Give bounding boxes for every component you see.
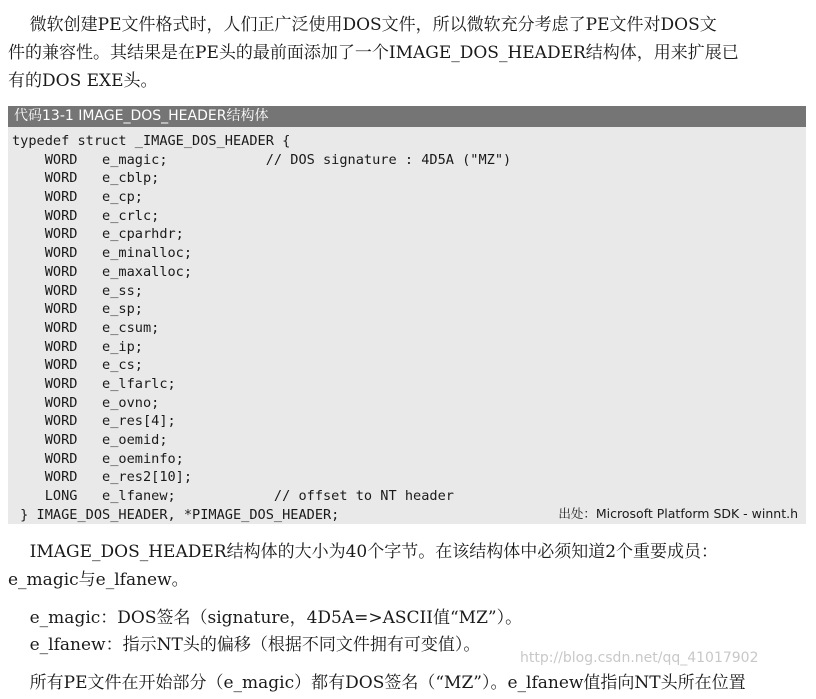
size-line-2: e_magic与e_lfanew。 <box>8 570 189 590</box>
code-line: WORD e_oeminfo; <box>12 450 184 467</box>
code-line: WORD e_cs; <box>12 357 143 374</box>
magic-description: e_magic：DOS签名（signature，4D5A=>ASCII值“MZ”）。 <box>8 608 523 628</box>
code-line: WORD e_magic; // DOS signature : 4D5A ("MZ") <box>12 151 512 168</box>
code-listing-title: 代码13-1 IMAGE_DOS_HEADER结构体 <box>8 106 806 127</box>
watermark-url: http://blog.csdn.net/qq_41017902 <box>520 650 759 666</box>
size-line-1: IMAGE_DOS_HEADER结构体的大小为40个字节。在该结构体中必须知道2个重要成员： <box>8 542 719 562</box>
intro-line-3: 有的DOS EXE头。 <box>8 71 158 91</box>
code-line: WORD e_cblp; <box>12 170 160 187</box>
code-line: WORD e_oemid; <box>12 432 168 448</box>
code-line: WORD e_ss; <box>12 282 143 299</box>
code-line: WORD e_ovno; <box>12 394 160 411</box>
code-line: WORD e_res2[10]; <box>12 469 193 486</box>
code-line: WORD e_ip; <box>12 338 143 355</box>
code-line: } IMAGE_DOS_HEADER, *PIMAGE_DOS_HEADER; <box>12 506 340 523</box>
code-line: LONG e_lfanew; // offset to NT header <box>12 488 454 505</box>
code-listing <box>8 106 806 524</box>
code-line: WORD e_lfarlc; <box>12 375 176 392</box>
code-line: typedef struct _IMAGE_DOS_HEADER { <box>12 133 291 149</box>
code-line: WORD e_cparhdr; <box>12 226 184 243</box>
code-line: WORD e_maxalloc; <box>12 263 193 280</box>
code-line: WORD e_csum; <box>12 319 160 336</box>
code-source-citation: 出处：Microsoft Platform SDK - winnt.h <box>558 506 798 521</box>
lfanew-description: e_lfanew：指示NT头的偏移（根据不同文件拥有可变值）。 <box>8 635 481 655</box>
intro-line-2: 件的兼容性。其结果是在PE头的最前面添加了一个IMAGE_DOS_HEADER结构体，用来扩展已 <box>8 43 739 63</box>
intro-line-1: 微软创建PE文件格式时，人们正广泛使用DOS文件，所以微软充分考虑了PE文件对DOS文 <box>8 15 717 35</box>
last-line: 所有PE文件在开始部分（e_magic）都有DOS签名（“MZ”）。e_lfanew值指向NT头所在位置 <box>8 673 746 693</box>
code-line: WORD e_res[4]; <box>12 413 176 430</box>
code-line: WORD e_sp; <box>12 301 143 318</box>
code-line: WORD e_cp; <box>12 189 143 206</box>
code-line: WORD e_minalloc; <box>12 245 193 262</box>
code-lines <box>12 132 511 524</box>
code-line: WORD e_crlc; <box>12 207 160 224</box>
